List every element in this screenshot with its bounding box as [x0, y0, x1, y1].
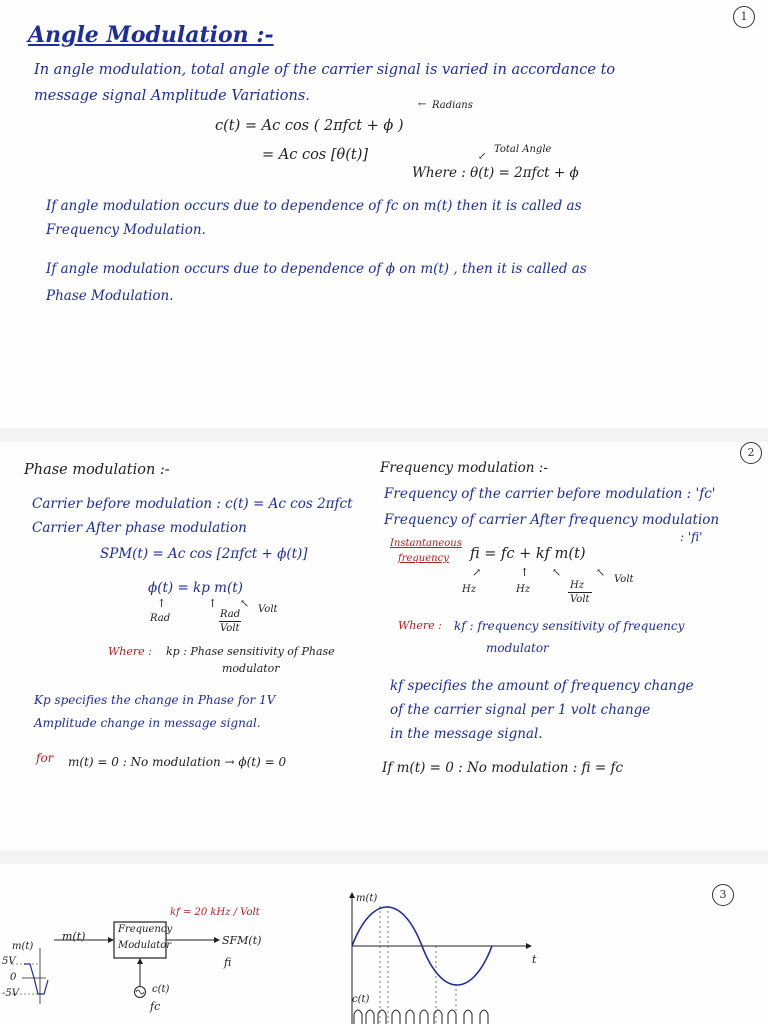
pm-where-text-1: kp : Phase sensitivity of Phase — [166, 645, 335, 658]
fm-fi-tag: : 'fi' — [680, 530, 703, 544]
total-angle-label: Total Angle — [494, 144, 552, 155]
carrier-wave — [354, 1010, 488, 1024]
carrier-equation: c(t) = Ac cos ( 2πfct + ϕ ) — [215, 118, 404, 134]
fm-output-sub: fi — [224, 956, 232, 969]
pm-rad-label: Rad — [150, 613, 171, 624]
fm-hz-volt-numerator: Hz — [570, 580, 584, 591]
pm-volt-label: Volt — [258, 604, 278, 615]
page-divider-2 — [0, 850, 768, 864]
fm-volt-arrow-icon: ↖ — [596, 566, 606, 579]
fm-definition-line-1: If angle modulation occurs due to dependence of fc on m(t) then it is called as — [46, 198, 582, 214]
fm-hz1-label: Hz — [462, 584, 476, 595]
fm-fi-equation: fi = fc + kf m(t) — [470, 546, 586, 562]
page-divider-1 — [0, 428, 768, 442]
instantaneous-label: Instantaneous — [390, 538, 462, 549]
pm-phi-equation: ϕ(t) = kp m(t) — [148, 580, 243, 596]
input-wave-label: m(t) — [12, 941, 34, 952]
plot-t-label: t — [532, 953, 537, 966]
pm-rad-volt-arrow-icon: ↑ — [208, 597, 218, 610]
fm-hz-volt-denominator: Volt — [570, 594, 590, 605]
fm-hz1-arrow-icon: ↗ — [472, 566, 482, 579]
intro-line-2: message signal Amplitude Variations. — [34, 88, 310, 104]
kf-explanation-line-2: of the carrier signal per 1 volt change — [390, 702, 651, 718]
fm-freq-before: Frequency of the carrier before modulation : 'fc' — [384, 486, 716, 502]
pm-title: Phase modulation :- — [24, 462, 170, 478]
page-number-2: 2 — [740, 442, 762, 464]
fm-definition-line-2: Frequency Modulation. — [46, 222, 206, 238]
fm-hzvolt-arrow-icon: ↖ — [552, 566, 562, 579]
theta-definition: Where : θ(t) = 2πfct + ϕ — [412, 165, 579, 181]
total-angle-arrow-icon: ↙ — [478, 151, 487, 162]
radians-label: Radians — [432, 100, 473, 111]
kf-explanation-line-1: kf specifies the amount of frequency change — [390, 678, 694, 694]
fm-freq-after: Frequency of carrier After frequency modulation — [384, 512, 720, 528]
pm-rad-volt-fraction-bar — [219, 621, 241, 622]
pm-definition-line-2: Phase Modulation. — [46, 288, 174, 304]
pm-rad-arrow-icon: ↑ — [157, 597, 167, 610]
pm-definition-line-1: If angle modulation occurs due to dependence of ϕ on m(t) , then it is called as — [46, 261, 587, 277]
input-zero-label: 0 — [10, 972, 17, 983]
pm-carrier-before: Carrier before modulation : c(t) = Ac cos 2πfct — [32, 496, 353, 512]
plot-mt-label: m(t) — [356, 893, 378, 904]
carrier-freq-label: fc — [150, 1000, 161, 1013]
pm-carrier-after: Carrier After phase modulation — [32, 520, 247, 536]
kf-value-label: kf = 20 kHz / Volt — [170, 907, 260, 918]
kp-explanation-line-2: Amplitude change in message signal. — [34, 716, 261, 730]
carrier-equation-theta: = Ac cos [θ(t)] — [262, 147, 369, 163]
pm-where-label: Where : — [108, 645, 152, 658]
page-title-angle-modulation: Angle Modulation :- — [28, 22, 274, 48]
plot-ct-label: c(t) — [352, 994, 370, 1005]
page-number-1: 1 — [733, 6, 755, 28]
pm-spm-equation: SPM(t) = Ac cos [2πfct + ϕ(t)] — [100, 546, 308, 562]
kp-explanation-line-1: Kp specifies the change in Phase for 1V — [34, 693, 276, 707]
pm-no-modulation: m(t) = 0 : No modulation → ϕ(t) = 0 — [68, 755, 287, 769]
instantaneous-frequency-label: frequency — [398, 553, 449, 564]
modulator-block-line-1: Frequency — [118, 924, 173, 935]
fm-volt-label: Volt — [614, 574, 634, 585]
fm-output-label: SFM(t) — [222, 934, 262, 947]
carrier-input-label: c(t) — [152, 984, 170, 995]
pm-rad-volt-denominator: Volt — [220, 623, 240, 634]
intro-line-1: In angle modulation, total angle of the carrier signal is varied in accordance to — [34, 62, 616, 78]
fm-hz2-label: Hz — [516, 584, 530, 595]
fm-title: Frequency modulation :- — [380, 460, 548, 476]
pm-volt-arrow-icon: ↖ — [240, 597, 250, 610]
message-carrier-plot — [340, 884, 540, 1024]
fm-where-text-1: kf : frequency sensitivity of frequency — [454, 619, 685, 633]
fm-no-modulation: If m(t) = 0 : No modulation : fi = fc — [382, 760, 624, 776]
fm-hz-volt-fraction-bar — [568, 592, 592, 593]
page-number-3: 3 — [712, 884, 734, 906]
fm-hz2-arrow-icon: ↑ — [520, 566, 530, 579]
pm-rad-volt-numerator: Rad — [220, 609, 241, 620]
radians-arrow-icon: ← — [418, 99, 427, 110]
fm-where-label: Where : — [398, 619, 442, 632]
fm-input-label: m(t) — [62, 930, 86, 943]
modulator-block-line-2: Modulator — [118, 940, 172, 951]
pm-for-label: for — [36, 751, 54, 765]
input-plus5v-label: 5V — [2, 956, 16, 967]
input-minus5v-label: -5V — [2, 988, 19, 999]
kf-explanation-line-3: in the message signal. — [390, 726, 543, 742]
pm-where-text-2: modulator — [222, 662, 280, 675]
fm-where-text-2: modulator — [486, 641, 549, 655]
